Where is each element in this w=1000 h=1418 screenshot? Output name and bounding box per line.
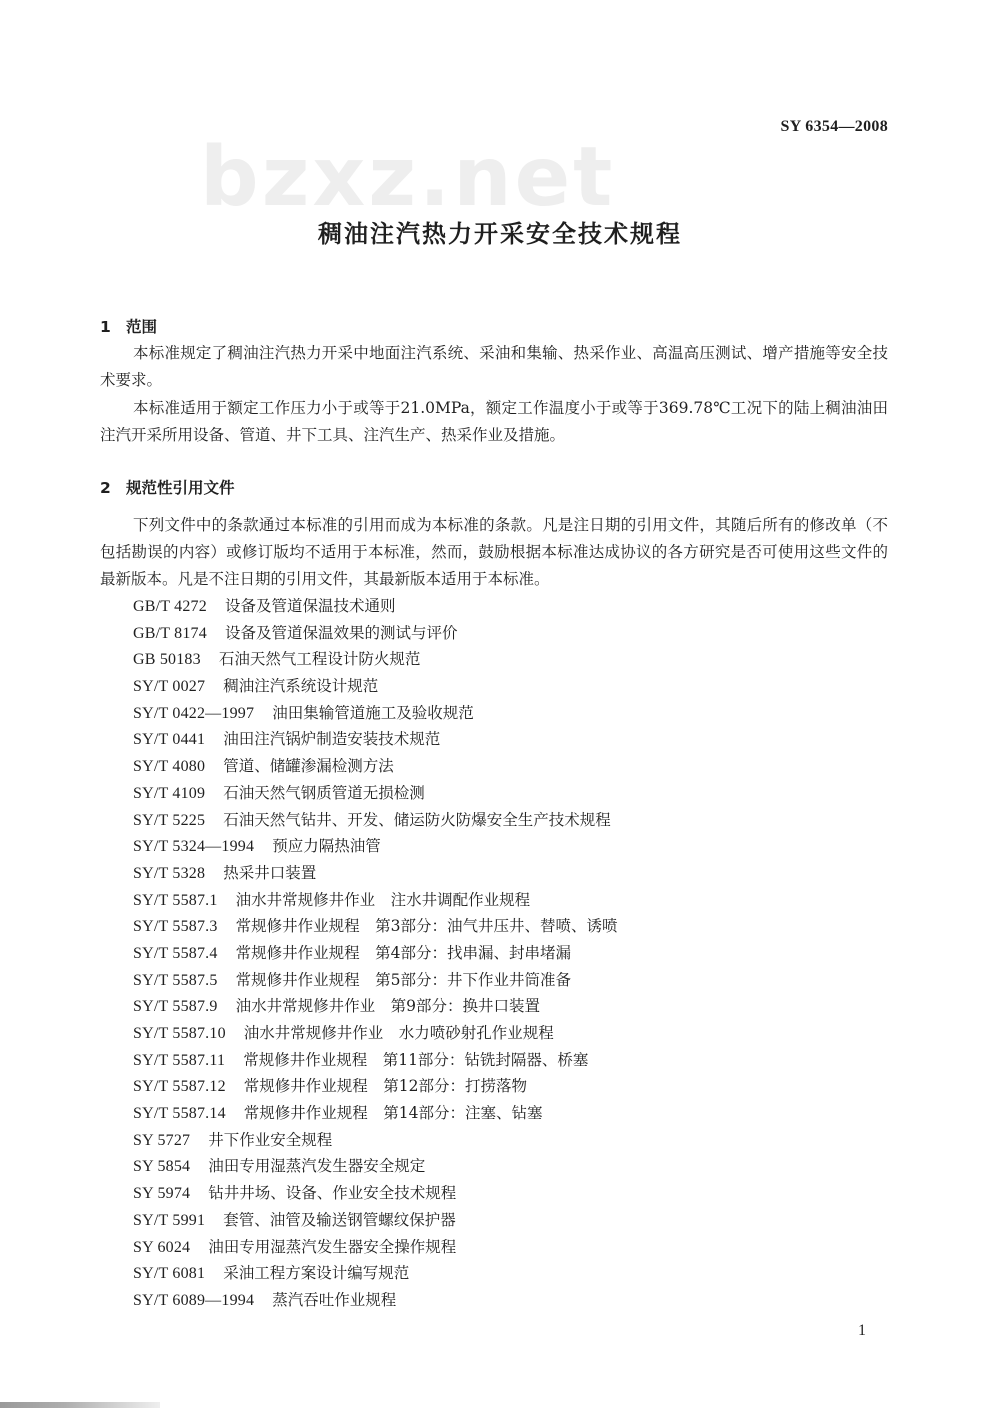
reference-item bbox=[133, 1047, 617, 1074]
scope-paragraph-1: 本标准规定了稠油注汽热力开采中地面注汽系统、采油和集输、热采作业、高温高压测试、增产措施等安全技术要求。 bbox=[100, 344, 888, 389]
reference-title: 预应力隔热油管 bbox=[272, 837, 381, 856]
reference-item bbox=[133, 1073, 617, 1100]
reference-title: 井下作业安全规程 bbox=[208, 1130, 333, 1149]
reference-title: 油田专用湿蒸汽发生器安全操作规程 bbox=[208, 1237, 457, 1256]
reference-title: 稠油注汽系统设计规范 bbox=[223, 677, 379, 696]
reference-title: 热采井口装置 bbox=[223, 863, 317, 882]
reference-list bbox=[133, 593, 617, 1314]
reference-item bbox=[133, 726, 617, 753]
reference-title: 蒸汽吞吐作业规程 bbox=[272, 1290, 397, 1309]
reference-item bbox=[133, 1260, 617, 1287]
reference-code: SY/T 5587.3 bbox=[133, 918, 218, 936]
reference-item bbox=[133, 1020, 617, 1047]
reference-code: SY/T 5587.4 bbox=[133, 944, 218, 962]
reference-code: SY/T 5587.1 bbox=[133, 891, 218, 909]
reference-item bbox=[133, 673, 617, 700]
scope-paragraph-2: 本标准适用于额定工作压力小于或等于21.0MPa，额定工作温度小于或等于369.78℃工况下的陆上稠油油田注汽开采所用设备、管道、井下工具、注汽生产、热采作业及措施。 bbox=[100, 399, 888, 444]
reference-title: 石油天然气工程设计防火规范 bbox=[218, 650, 421, 669]
reference-item bbox=[133, 967, 617, 994]
reference-item bbox=[133, 780, 617, 807]
references-intro-paragraph: 下列文件中的条款通过本标准的引用而成为本标准的条款。凡是注日期的引用文件，其随后所有的修改单（不包括勘误的内容）或修订版均不适用于本标准，然而，鼓励根据本标准达成协议的各方研究是否可使用这些文件的最新版本。凡是不注日期的引用文件，其最新版本适用于本标准。 bbox=[100, 516, 888, 588]
reference-code: SY/T 6081 bbox=[133, 1265, 206, 1283]
reference-code: SY/T 4109 bbox=[133, 784, 206, 802]
reference-title: 油水井常规修井作业 水力喷砂射孔作业规程 bbox=[243, 1024, 554, 1042]
reference-code: GB/T 8174 bbox=[133, 624, 207, 642]
reference-code: SY/T 5587.9 bbox=[133, 998, 218, 1016]
reference-code: SY/T 5991 bbox=[133, 1211, 206, 1229]
reference-code: SY/T 5225 bbox=[133, 811, 206, 829]
section-title: 范围 bbox=[126, 318, 158, 336]
reference-code: SY/T 0441 bbox=[133, 731, 206, 749]
reference-code: SY 5974 bbox=[133, 1185, 191, 1203]
scan-artifact bbox=[0, 1402, 160, 1408]
reference-item bbox=[133, 860, 617, 887]
reference-title: 油田注汽锅炉制造安装技术规范 bbox=[223, 730, 441, 749]
reference-title: 钻井井场、设备、作业安全技术规程 bbox=[208, 1184, 457, 1203]
reference-code: GB 50183 bbox=[133, 651, 201, 669]
reference-code: SY/T 4080 bbox=[133, 758, 206, 776]
reference-item bbox=[133, 1207, 617, 1234]
reference-code: SY/T 5587.10 bbox=[133, 1025, 226, 1042]
section-heading-scope bbox=[100, 315, 157, 337]
reference-code: SY 5854 bbox=[133, 1158, 191, 1176]
reference-code: SY/T 5587.11 bbox=[133, 1051, 226, 1069]
reference-code: SY/T 5587.5 bbox=[133, 971, 218, 989]
reference-item bbox=[133, 833, 617, 860]
reference-item bbox=[133, 753, 617, 780]
reference-code: SY/T 0027 bbox=[133, 678, 206, 696]
reference-item bbox=[133, 993, 617, 1020]
reference-item bbox=[133, 807, 617, 834]
section-heading-normative-references bbox=[100, 476, 235, 498]
reference-title: 采油工程方案设计编写规范 bbox=[223, 1264, 410, 1283]
reference-item bbox=[133, 1100, 617, 1127]
reference-title: 套管、油管及输送钢管螺纹保护器 bbox=[223, 1210, 456, 1229]
reference-title: 常规修井作业规程 第5部分：井下作业井筒准备 bbox=[235, 970, 571, 989]
reference-item bbox=[133, 646, 617, 673]
reference-title: 管道、储罐渗漏检测方法 bbox=[223, 757, 394, 776]
reference-code: SY/T 0422—1997 bbox=[133, 704, 255, 722]
standard-number: SY 6354—2008 bbox=[780, 118, 888, 135]
reference-title: 石油天然气钻井、开发、储运防火防爆安全生产技术规程 bbox=[223, 810, 611, 829]
reference-item bbox=[133, 1153, 617, 1180]
reference-code: SY 6024 bbox=[133, 1238, 191, 1256]
reference-item bbox=[133, 593, 617, 620]
reference-title: 常规修井作业规程 第3部分：油气井压井、替喷、诱喷 bbox=[235, 917, 618, 936]
reference-item bbox=[133, 700, 617, 727]
reference-item bbox=[133, 620, 617, 647]
reference-code: GB/T 4272 bbox=[133, 598, 207, 615]
reference-code: SY/T 5324—1994 bbox=[133, 838, 255, 856]
reference-title: 油田集输管道施工及验收规范 bbox=[272, 703, 474, 722]
reference-title: 石油天然气钢质管道无损检测 bbox=[223, 783, 425, 802]
reference-title: 设备及管道保温技术通则 bbox=[224, 597, 396, 615]
reference-item bbox=[133, 1234, 617, 1261]
reference-title: 油水井常规修井作业 第9部分：换井口装置 bbox=[235, 997, 540, 1016]
reference-title: 常规修井作业规程 第14部分：注塞、钻塞 bbox=[243, 1104, 543, 1123]
reference-item bbox=[133, 913, 617, 940]
reference-title: 常规修井作业规程 第11部分：钻铣封隔器、桥塞 bbox=[243, 1050, 589, 1069]
reference-title: 油田专用湿蒸汽发生器安全规定 bbox=[208, 1157, 426, 1176]
document-title: 稠油注汽热力开采安全技术规程 bbox=[318, 220, 682, 248]
reference-code: SY/T 6089—1994 bbox=[133, 1291, 255, 1309]
reference-title: 设备及管道保温效果的测试与评价 bbox=[224, 623, 458, 642]
reference-title: 常规修井作业规程 第12部分：打捞落物 bbox=[243, 1077, 528, 1096]
section-title: 规范性引用文件 bbox=[126, 479, 235, 497]
reference-item bbox=[133, 940, 617, 967]
reference-code: SY 5727 bbox=[133, 1131, 191, 1149]
reference-item bbox=[133, 1127, 617, 1154]
watermark: bzxz.net bbox=[200, 130, 616, 225]
reference-item bbox=[133, 887, 617, 914]
reference-code: SY/T 5587.12 bbox=[133, 1078, 226, 1096]
reference-code: SY/T 5587.14 bbox=[133, 1105, 226, 1123]
section-number: 2 bbox=[100, 479, 111, 497]
reference-title: 油水井常规修井作业 注水井调配作业规程 bbox=[235, 890, 531, 909]
reference-title: 常规修井作业规程 第4部分：找串漏、封串堵漏 bbox=[235, 943, 571, 962]
reference-item bbox=[133, 1180, 617, 1207]
section-number: 1 bbox=[100, 318, 111, 336]
reference-code: SY/T 5328 bbox=[133, 864, 206, 882]
reference-item bbox=[133, 1287, 617, 1314]
page-number: 1 bbox=[858, 1322, 866, 1339]
